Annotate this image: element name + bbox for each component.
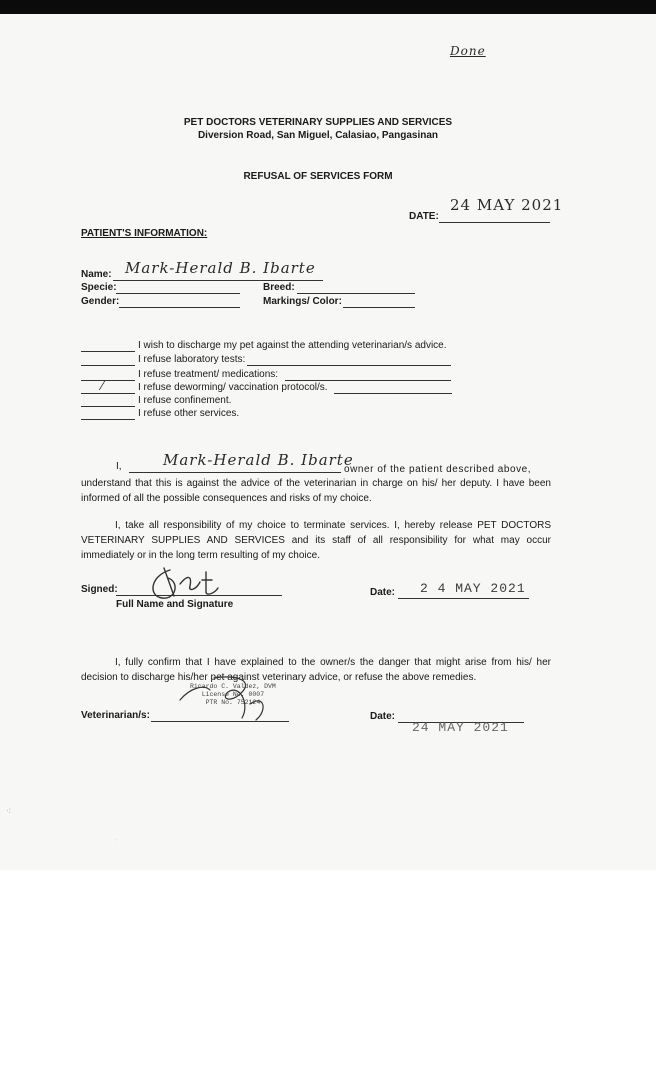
vet-label: Veterinarian/s: bbox=[81, 710, 150, 721]
option-detail-line[interactable] bbox=[247, 365, 451, 366]
scan-speck: ⁖ bbox=[6, 806, 12, 816]
option-detail-line[interactable] bbox=[334, 393, 452, 394]
option-label: I wish to discharge my pet against the attending veterinarian/s advice. bbox=[138, 340, 447, 351]
company-address: Diversion Road, San Miguel, Calasiao, Pangasinan bbox=[197, 130, 439, 141]
statement1-rest: understand that this is against the advice of the veterinarian in charge on his/ her deputy. I have been informed of all the possible consequences and risks of my choice. bbox=[81, 478, 551, 504]
option-row[interactable] bbox=[81, 408, 481, 421]
option-blank[interactable] bbox=[81, 419, 135, 420]
signed-label: Signed: bbox=[81, 584, 118, 595]
markings-line bbox=[343, 307, 415, 308]
markings-label: Markings/ Color: bbox=[263, 296, 342, 307]
statement3: I, fully confirm that I have explained to the owner/s the danger that might arise from his/ her decision to discharge his/her pet against veterinary advice, or refuse the above remedies. bbox=[81, 657, 551, 683]
option-label: I refuse other services. bbox=[138, 408, 240, 419]
option-label: I refuse confinement. bbox=[138, 395, 232, 406]
statement2: I, take all responsibility of my choice to terminate services. I, hereby release PET DOCTORS VETERINARY SUPPLIES AND SERVICES and its staff of all responsibility for what may occur immediately or in the long term resulting of my choice. bbox=[81, 520, 551, 561]
company-name: PET DOCTORS VETERINARY SUPPLIES AND SERVICES bbox=[183, 117, 453, 128]
option-blank[interactable] bbox=[81, 393, 135, 394]
vet-stamp-name: Ricardo C. Valdez, DVM bbox=[190, 683, 276, 690]
signed-date-value: 2 4 MAY 2021 bbox=[420, 581, 526, 596]
option-blank[interactable] bbox=[81, 380, 135, 381]
patients-info-heading: PATIENT'S INFORMATION: bbox=[81, 228, 208, 239]
scan-speck: ˒ bbox=[115, 834, 118, 843]
signed-date-label: Date: bbox=[370, 587, 396, 598]
vet-date-label: Date: bbox=[370, 711, 396, 722]
name-value: Mark-Herald B. Ibarte bbox=[125, 259, 316, 277]
owner-signature bbox=[140, 562, 230, 602]
specie-label: Specie: bbox=[81, 282, 117, 293]
option-row[interactable] bbox=[81, 379, 481, 395]
vet-stamp-license: License No. 0007 bbox=[201, 691, 265, 698]
vet-signature bbox=[170, 674, 280, 724]
statement1-prefix: I, bbox=[116, 461, 122, 472]
done-note: Done bbox=[450, 44, 486, 58]
option-label: I refuse treatment/ medications: bbox=[138, 369, 279, 380]
date-value: 24 MAY 2021 bbox=[450, 196, 564, 214]
option-label: I refuse deworming/ vaccination protocol/s. bbox=[138, 382, 328, 393]
option-blank[interactable] bbox=[81, 365, 135, 366]
option-row[interactable] bbox=[81, 354, 481, 367]
option-row[interactable] bbox=[81, 369, 481, 382]
options-list bbox=[81, 340, 481, 421]
name-label: Name: bbox=[81, 269, 112, 280]
breed-line bbox=[297, 293, 415, 294]
signature-caption: Full Name and Signature bbox=[116, 599, 234, 610]
vet-date-value: 24 MAY 2021 bbox=[412, 720, 509, 735]
option-label: I refuse laboratory tests: bbox=[138, 354, 246, 365]
check-mark: ⁄ bbox=[101, 379, 105, 393]
option-detail-line[interactable] bbox=[285, 380, 451, 381]
form-title: REFUSAL OF SERVICES FORM bbox=[243, 171, 393, 182]
vet-signature-line[interactable] bbox=[151, 721, 289, 722]
signed-date-line bbox=[398, 598, 529, 599]
option-blank[interactable] bbox=[81, 406, 135, 407]
name-line bbox=[113, 280, 323, 281]
statement1-suffix: owner of the patient described above, bbox=[344, 464, 532, 475]
specie-line bbox=[116, 293, 240, 294]
vet-stamp-ptr: PTR No. 752124 bbox=[205, 699, 261, 706]
gender-label: Gender: bbox=[81, 296, 120, 307]
option-row[interactable] bbox=[81, 395, 481, 408]
date-line bbox=[439, 222, 550, 223]
option-blank[interactable] bbox=[81, 351, 135, 352]
gender-line bbox=[119, 307, 240, 308]
owner-name-value: Mark-Herald B. Ibarte bbox=[163, 451, 354, 469]
owner-name-line bbox=[129, 472, 341, 473]
breed-label: Breed: bbox=[263, 282, 295, 293]
date-label: DATE: bbox=[409, 211, 439, 222]
